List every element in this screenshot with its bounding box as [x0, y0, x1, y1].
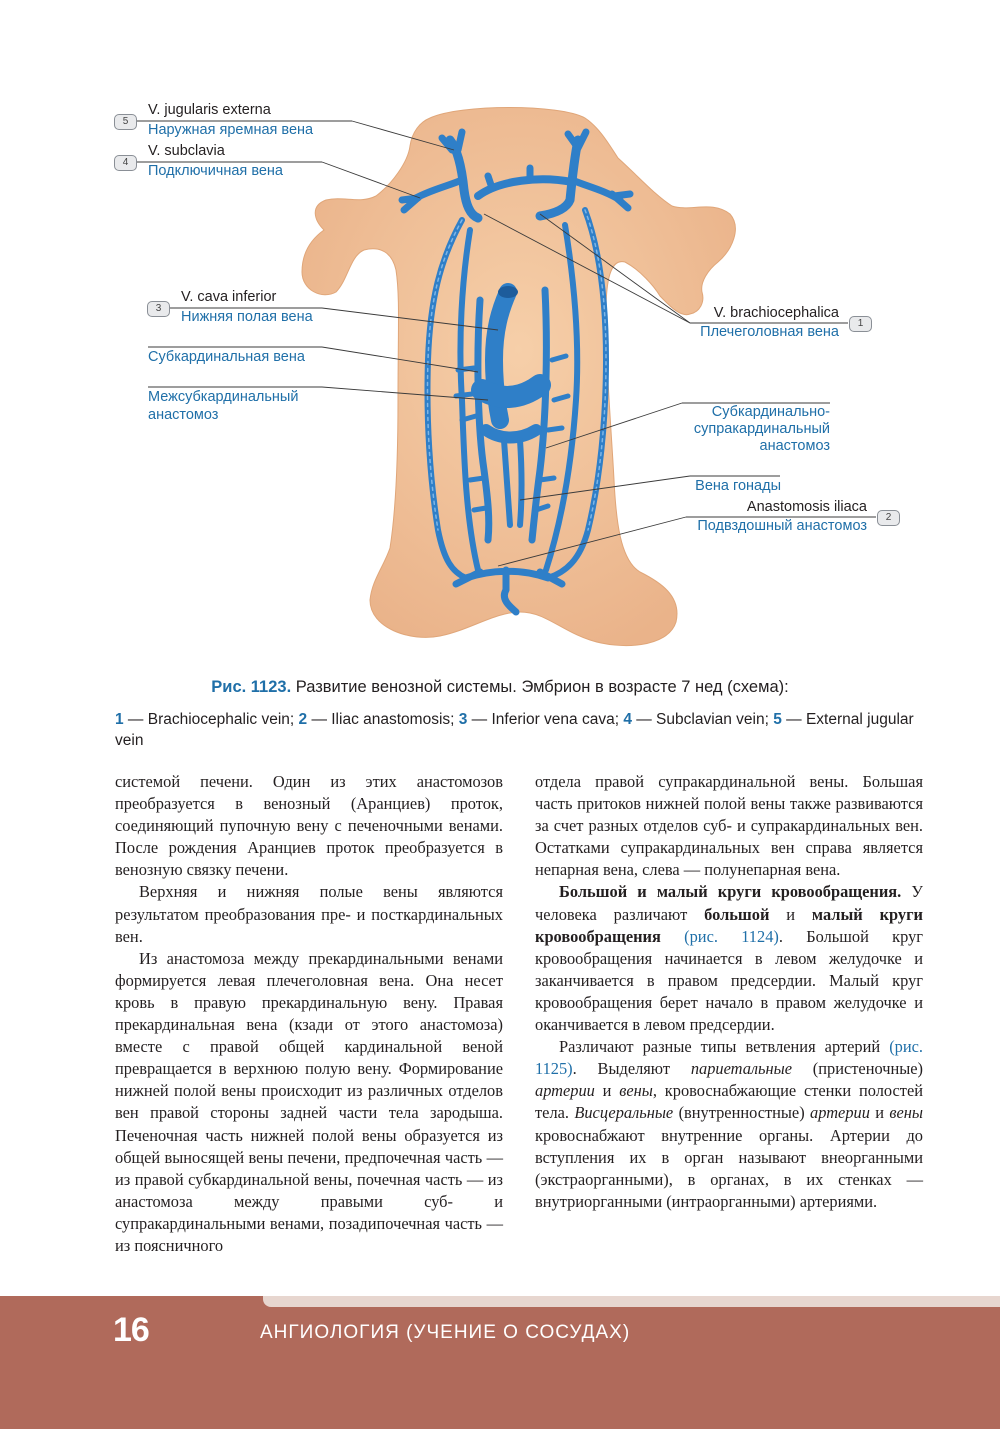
legend-text: — Subclavian vein; [631, 711, 774, 728]
text-span: и [594, 1081, 620, 1101]
label-jugularis-latin: V. jugularis externa [148, 102, 271, 118]
italic-term: вены [619, 1081, 653, 1101]
legend-text: — Brachiocephalic vein; [123, 711, 299, 728]
figure-caption [0, 678, 1000, 697]
bold-heading: Большой и малый круги кровообращения. [559, 882, 902, 902]
paragraph: Из анастомоза между прекардинальными венами формируется левая плечеголовная вена. Она несет кровь в правую прекардинальную вену. Правая прекардинальная вена (кзади от этого анастомоза) вместе с правой общей кардинальной веной превращается в верхнюю полую вену. Формирование нижней полой вены происходит из различных отделов вен правой стороны задней части тела зародыша. Печеночная часть нижней полой вены образуется из общей выносящей вены печени, предпочечная часть — из правой субкардинальной вены, почечная часть — из анастомоза между правыми суб- и супракардинальными венами, позадипочечная часть — из поясничного [115, 948, 503, 1255]
label-number-3: 3 [147, 301, 170, 317]
paragraph: Верхняя и нижняя полые вены являются результатом преобразования пре- и посткардинальных вен. [115, 882, 503, 946]
label-gonadal-vein: Вена гонады [695, 478, 781, 494]
legend-text: — Inferior vena cava; [467, 711, 624, 728]
label-iliaca-latin: Anastomosis iliaca [746, 499, 867, 515]
text-span: У человека различают [535, 882, 924, 924]
italic-term: артерии [535, 1081, 595, 1101]
label-number-2: 2 [877, 510, 900, 526]
italic-term: Висцеральные [574, 1103, 674, 1123]
text-span: . Выделяют [572, 1059, 691, 1079]
italic-term: париетальные [690, 1059, 792, 1079]
label-subsupracardinal-line2: супракардинальный [693, 421, 830, 437]
label-number-1: 1 [849, 316, 872, 332]
label-subclavia-latin: V. subclavia [148, 143, 225, 159]
text-span: , кровоснабжающие стенки полостей тела. [535, 1081, 923, 1123]
section-title: АНГИОЛОГИЯ (УЧЕНИЕ О СОСУДАХ) [260, 1322, 631, 1343]
text-span: и [869, 1103, 890, 1123]
figure-venous-system [0, 0, 1000, 665]
label-cava-inferior-russian: Нижняя полая вена [181, 309, 313, 325]
italic-term: артерии [810, 1103, 870, 1123]
embryo-body [302, 108, 735, 646]
legend-number: 4 [623, 711, 632, 728]
paragraph [535, 881, 923, 1036]
text-span: и [769, 904, 812, 924]
legend-number: 1 [115, 711, 124, 728]
text-span: кровоснабжают внутренние органы. Артерии до вступления их в орган называют внеорганными (экстраорганными), в органах, в их стенках — внутриорганными (интраорганными) артериями. [535, 1125, 923, 1211]
label-subsupracardinal-line3: анастомоз [759, 438, 830, 454]
footer-strip [263, 1296, 1000, 1307]
bold-term: большой [704, 904, 770, 924]
text-span: . Большой круг кровообращения начинается в левом желудочке и заканчивается в правом предсердии. Малый круг кровообращения берет начало в правом желудочке и оканчивается в левом предсердии. [535, 926, 923, 1035]
label-iliaca-russian: Подвздошный анастомоз [697, 518, 867, 534]
paragraph [535, 1036, 923, 1213]
label-number-5: 5 [114, 114, 137, 130]
label-number-4: 4 [114, 155, 137, 171]
figure-number: Рис. 1123. [211, 678, 292, 696]
label-brachiocephalica-russian: Плечеголовная вена [700, 324, 839, 340]
label-subclavia-russian: Подключичная вена [148, 163, 283, 179]
text-column-right [535, 771, 923, 1213]
legend-number: 5 [773, 711, 782, 728]
paragraph: отдела правой супракардинальной вены. Большая часть притоков нижней полой вены также развиваются за счет разных отделов суб- и супракардинальных вен. Остатками супракардинальных вен справа является непарная вена, слева — полунепарная вена. [535, 772, 923, 880]
legend-number: 3 [458, 711, 468, 728]
legend-text: — Iliac anastomosis; [307, 711, 459, 728]
text-span [661, 927, 684, 946]
page-footer [0, 1296, 1000, 1429]
figure-reference-link[interactable]: (рис. 1125) [535, 1037, 923, 1079]
legend-text: — External jugular vein [115, 711, 914, 749]
figure-legend [115, 709, 930, 751]
text-span: Различают разные типы ветвления артерий [559, 1037, 890, 1057]
page-number: 16 [113, 1311, 149, 1349]
intersubcardinal-anastomosis [482, 385, 540, 397]
label-subsupracardinal-line1: Субкардинально- [711, 404, 830, 420]
text-span: (пристеночные) [792, 1059, 924, 1079]
bold-term: малый круги кровообращения [535, 904, 923, 946]
label-intersubcardinal-line2: анастомоз [148, 407, 219, 423]
text-column-left [115, 771, 503, 1257]
label-subcardinal-vein: Субкардинальная вена [148, 349, 305, 365]
label-cava-inferior-latin: V. cava inferior [181, 289, 277, 305]
italic-term: вены [889, 1103, 924, 1123]
embryo-illustration [0, 0, 1000, 665]
label-intersubcardinal-line1: Межсубкардинальный [148, 389, 299, 405]
caption-text: Развитие венозной системы. Эмбрион в возрасте 7 нед (схема): [291, 678, 789, 696]
label-brachiocephalica-latin: V. brachiocephalica [713, 305, 839, 321]
legend-number: 2 [298, 711, 308, 728]
paragraph: системой печени. Один из этих анастомозов преобразуется в венозный (Аранциев) проток, соединяющий пупочную вену с печеночными венами. После рождения Аранциев проток преобразуется в венозную связку печени. [115, 772, 503, 880]
figure-reference-link[interactable]: (рис. 1124) [684, 926, 779, 946]
text-span: (внутренностные) [673, 1103, 811, 1123]
label-jugularis-russian: Наружная яремная вена [148, 122, 314, 138]
